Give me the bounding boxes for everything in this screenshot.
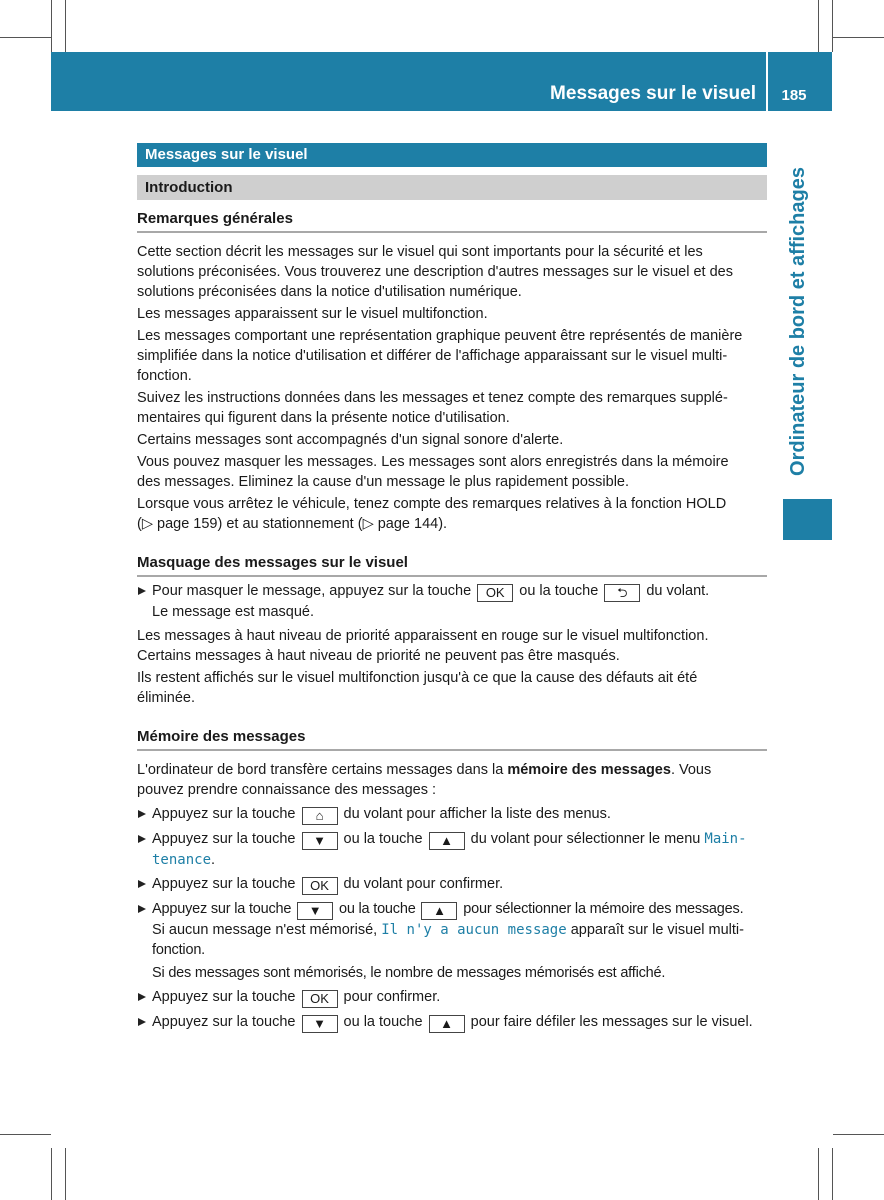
instruction-step: Appuyez sur la touche ▼ ou la touche ▲ pour faire défiler les messages sur le visuel. [137,1012,767,1033]
instruction-step: Appuyez sur la touche ▼ ou la touche ▲ pour sélectionner la mémoire des messages. Si aucun message n'est mémorisé, Il n'y a aucun message apparaît sur le visuel multi- fonction. Si des messages sont mémorisés, le nombre de messages mémorisés est affiché. [137,899,767,983]
heading-remarques: Remarques générales [137,209,767,233]
paragraph: Ils restent affichés sur le visuel multifonction jusqu'à ce que la cause des défauts ait été éliminée. [137,670,698,706]
heading-masquage: Masquage des messages sur le visuel [137,553,767,577]
ok-key-icon: OK [302,990,338,1008]
down-key-icon: ▼ [302,1015,338,1033]
up-key-icon: ▲ [429,1015,465,1033]
up-key-icon: ▲ [429,832,465,850]
display-message: Il n'y a aucun message [381,922,567,938]
section-title: Messages sur le visuel [137,143,767,167]
crop-mark [0,1134,51,1135]
paragraph: Les messages comportant une représentation graphique peuvent être représentés de manière simplifiée dans la notice d'utilisation et différer de l'affichage apparaissant sur le visuel multi- fonction. [137,328,743,384]
menu-name: Main- [704,831,747,847]
instruction-step: Appuyez sur la touche OK du volant pour confirmer. [137,874,767,895]
step-result: Le message est masqué. [152,604,315,620]
subsection-title: Introduction [137,175,767,200]
paragraph: Les messages apparaissent sur le visuel multifonction. [137,306,488,322]
running-title: Messages sur le visuel [550,83,756,104]
crop-mark [832,0,833,52]
instruction-step: Appuyez sur la touche OK pour confirmer. [137,987,767,1008]
chapter-tab-label: Ordinateur de bord et affichages [786,166,809,476]
instruction-step: Appuyez sur la touche ⌂ du volant pour afficher la liste des menus. [137,804,767,825]
chapter-marker [783,499,832,540]
back-key-icon: ⮌ [604,584,640,602]
heading-memoire: Mémoire des messages [137,727,767,751]
crop-mark [833,37,884,38]
crop-mark [0,37,51,38]
paragraph: Cette section décrit les messages sur le visuel qui sont importants pour la sécurité et les solutions préconisées. Vous trouverez une description d'autres messages sur le visuel et des solutions préconisées dans la notice d'utilisation numérique. [137,244,733,300]
down-key-icon: ▼ [302,832,338,850]
crop-mark [51,1148,52,1200]
ok-key-icon: OK [302,877,338,895]
ok-key-icon: OK [477,584,513,602]
paragraph: Certains messages sont accompagnés d'un signal sonore d'alerte. [137,432,564,448]
crop-mark [832,1148,833,1200]
paragraph: Vous pouvez masquer les messages. Les messages sont alors enregistrés dans la mémoire des messages. Eliminez la cause d'un message le plus rapidement possible. [137,454,729,490]
paragraph: Lorsque vous arrêtez le véhicule, tenez compte des remarques relatives à la fonction HOLD (▷ page 159) et au stationnement (▷ page 144). [137,496,727,532]
crop-mark [65,0,66,52]
page-content [137,143,767,1033]
up-key-icon: ▲ [421,902,457,920]
menu-name: tenance [152,852,212,868]
instruction-step: Pour masquer le message, appuyez sur la touche OK ou la touche ⮌ du volant. Le message est masqué. [137,581,767,622]
down-key-icon: ▼ [297,902,333,920]
paragraph: Les messages à haut niveau de priorité apparaissent en rouge sur le visuel multifonction. Certains messages à haut niveau de priorité ne peuvent pas être masqués. [137,628,709,664]
paragraph: L'ordinateur de bord transfère certains messages dans la mémoire des messages. Vous pouvez prendre connaissance des messages : [137,762,712,798]
page-number: 185 [781,87,807,104]
crop-mark [833,1134,884,1135]
crop-mark [51,0,52,52]
chapter-tab [778,152,818,490]
paragraph: Suivez les instructions données dans les messages et tenez compte des remarques supplé- mentaires qui figurent dans la présente notice d'utilisation. [137,390,728,426]
crop-mark [818,0,819,52]
home-key-icon: ⌂ [302,807,338,825]
instruction-step: Appuyez sur la touche ▼ ou la touche ▲ du volant pour sélectionner le menu Main- tenance. [137,829,767,870]
crop-mark [65,1148,66,1200]
crop-mark [818,1148,819,1200]
